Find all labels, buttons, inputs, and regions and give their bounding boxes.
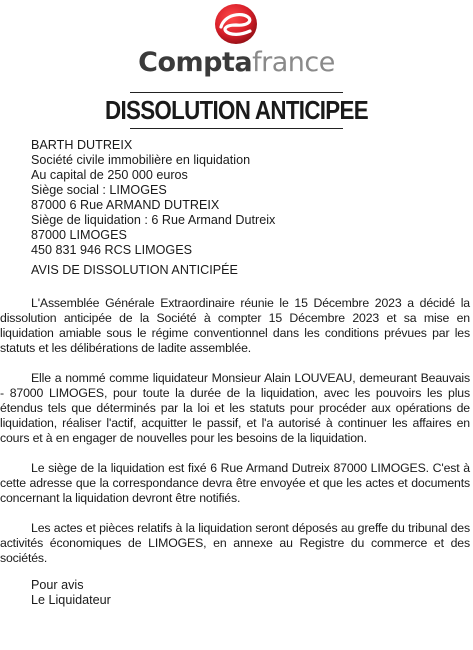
page-title: DISSOLUTION ANTICIPEE (104, 95, 368, 125)
brand-part-compta: Compta (138, 47, 253, 78)
brand-wordmark (0, 46, 473, 80)
notice-heading: AVIS DE DISSOLUTION ANTICIPÉE (31, 263, 238, 277)
company-name: BARTH DUTREIX (31, 138, 133, 152)
company-registered-office: Siège social : LIMOGES (31, 183, 167, 197)
brand-part-france: france (252, 47, 335, 78)
paragraph-liquidator-appointment: Elle a nommé comme liquidateur Monsieur Alain LOUVEAU, demeurant Beauvais - 87000 LIMOGES, pour toute la durée de la liquidation, avec les pouvoirs les plus étendus tels que déterminés par la loi et les statuts pour procéder aux opérations de liquidation, réaliser l'actif, acquitter le passif, et l'a autorisé à continuer les affaires en cours et à en engager de nouvelles pour les besoins de la liquidation. (0, 371, 470, 445)
signature-liquidateur: Le Liquidateur (31, 593, 111, 607)
company-type: Société civile immobilière en liquidation (31, 153, 251, 167)
liquidation-city: 87000 LIMOGES (31, 228, 127, 242)
title-rule-bottom (130, 128, 343, 129)
company-header (31, 138, 451, 258)
signature-block (31, 578, 111, 608)
paragraph-assembly-decision: L'Assemblée Générale Extraordinaire réunie le 15 Décembre 2023 a décidé la dissolution anticipée de la Société à compter 15 Décembre 2023 et sa mise en liquidation amiable sous le régime conventionnel dans les conditions prévues par les statuts et les délibérations de ladite assemblée. (0, 296, 470, 355)
company-rcs: 450 831 946 RCS LIMOGES (31, 243, 193, 257)
signature-pour-avis: Pour avis (31, 578, 84, 592)
paragraph-liquidation-seat: Le siège de la liquidation est fixé 6 Rue Armand Dutreix 87000 LIMOGES. C'est à cette adresse que la correspondance devra être envoyée et que les actes et documents concernant la liquidation devront être notifiés. (0, 461, 470, 505)
comptafrance-e-logo-icon (212, 3, 260, 47)
title-rule-top (130, 92, 343, 93)
company-address: 87000 6 Rue ARMAND DUTREIX (31, 198, 220, 212)
paragraph-filing: Les actes et pièces relatifs à la liquidation seront déposés au greffe du tribunal des activités économiques de LIMOGES, en annexe au Registre du commerce et des sociétés. (0, 521, 470, 565)
company-capital: Au capital de 250 000 euros (31, 168, 188, 182)
liquidation-office: Siège de liquidation : 6 Rue Armand Dutreix (31, 213, 276, 227)
